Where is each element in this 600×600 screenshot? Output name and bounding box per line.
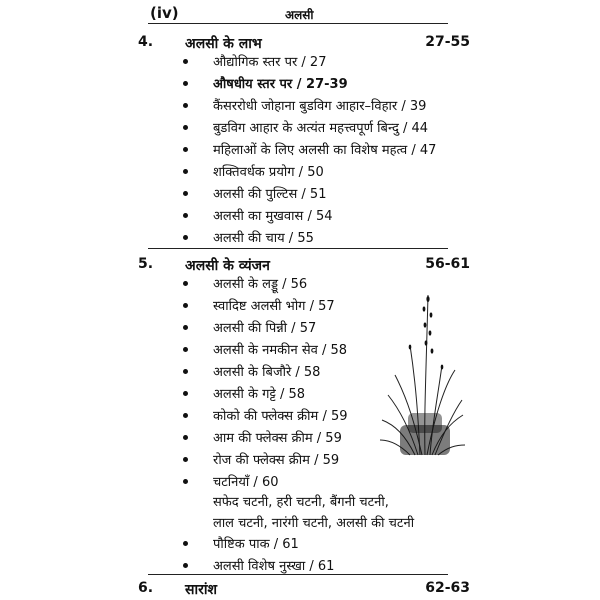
item-text: महिलाओं के लिए अलसी का विशेष महत्व / 47: [213, 143, 437, 158]
item-text: अलसी की पुल्टिस / 51: [213, 187, 327, 202]
bullet-icon: [183, 281, 188, 286]
list-item: [0, 450, 600, 470]
bullet-icon: [183, 213, 188, 218]
section-5: [0, 256, 600, 276]
section-divider: [148, 248, 448, 249]
bullet-icon: [183, 479, 188, 484]
section-page-range: 62-63: [425, 580, 470, 596]
bullet-icon: [183, 369, 188, 374]
list-item: [0, 140, 600, 160]
item-text: आम की फ्लेक्स क्रीम / 59: [213, 431, 342, 446]
bullet-icon: [183, 147, 188, 152]
list-item: [0, 406, 600, 426]
bullet-icon: [183, 81, 188, 86]
bullet-icon: [183, 541, 188, 546]
section-number: 5.: [138, 256, 154, 272]
list-item: [0, 118, 600, 138]
list-item: [0, 428, 600, 448]
list-item: [0, 340, 600, 360]
item-text: पौष्टिक पाक / 61: [213, 537, 299, 552]
bullet-icon: [183, 347, 188, 352]
section-page-range: 56-61: [425, 256, 470, 272]
list-item: [0, 162, 600, 182]
item-text: कोको की फ्लेक्स क्रीम / 59: [213, 409, 348, 424]
bullet-icon: [183, 191, 188, 196]
list-item: [0, 206, 600, 226]
chutney-list-line: लाल चटनी, नारंगी चटनी, अलसी की चटनी: [213, 516, 415, 531]
list-item: [0, 74, 600, 94]
section-title: सारांश: [185, 582, 217, 598]
page-number: (iv): [150, 4, 179, 22]
item-text: अलसी के लड्डू / 56: [213, 277, 308, 292]
item-text: रोज की फ्लेक्स क्रीम / 59: [213, 453, 340, 468]
list-item: [0, 96, 600, 116]
section-number: 4.: [138, 34, 154, 50]
item-text: अलसी के नमकीन सेव / 58: [213, 343, 348, 358]
item-text: अलसी की चाय / 55: [213, 231, 314, 246]
bullet-icon: [183, 125, 188, 130]
bullet-icon: [183, 435, 188, 440]
item-text: कैंसररोधी जोहाना बुडविग आहार–विहार / 39: [213, 99, 427, 114]
running-title: अलसी: [285, 8, 314, 22]
list-item: [0, 556, 600, 576]
list-item: [0, 318, 600, 338]
list-item: [0, 362, 600, 382]
list-item: [0, 384, 600, 404]
bullet-icon: [183, 563, 188, 568]
item-text: स्वादिष्ट अलसी भोग / 57: [213, 299, 335, 314]
item-text: चटनियाँ / 60: [213, 475, 279, 490]
section-number: 6.: [138, 580, 154, 596]
bullet-icon: [183, 457, 188, 462]
bullet-icon: [183, 235, 188, 240]
item-text: बुडविग आहार के अत्यंत महत्त्वपूर्ण बिन्दु / 44: [213, 121, 429, 136]
bullet-icon: [183, 325, 188, 330]
chutney-list-line: सफेद चटनी, हरी चटनी, बैंगनी चटनी,: [213, 495, 389, 510]
section-page-range: 27-55: [425, 34, 470, 50]
list-item: [0, 184, 600, 204]
bullet-icon: [183, 169, 188, 174]
item-text: औषधीय स्तर पर / 27-39: [213, 77, 348, 92]
list-item: [0, 228, 600, 248]
section-title: अलसी के व्यंजन: [185, 258, 270, 274]
bullet-icon: [183, 303, 188, 308]
header-divider: [148, 23, 448, 24]
page-header: [0, 4, 600, 24]
item-text: शक्तिवर्धक प्रयोग / 50: [213, 165, 324, 180]
section-4: [0, 34, 600, 54]
bullet-icon: [183, 391, 188, 396]
list-item: [0, 472, 600, 492]
bullet-icon: [183, 59, 188, 64]
section-divider: [148, 574, 448, 575]
item-text: अलसी की पिन्नी / 57: [213, 321, 317, 336]
list-item: [0, 52, 600, 72]
item-text: अलसी के बिजौरे / 58: [213, 365, 321, 380]
flax-plant-icon: [380, 285, 465, 460]
item-text: अलसी के गट्टे / 58: [213, 387, 306, 402]
item-text: औद्योगिक स्तर पर / 27: [213, 55, 327, 70]
list-item: [0, 534, 600, 554]
section-title: अलसी के लाभ: [185, 36, 262, 52]
list-item: [0, 274, 600, 294]
item-text: अलसी विशेष नुस्खा / 61: [213, 559, 335, 574]
bullet-icon: [183, 103, 188, 108]
bullet-icon: [183, 413, 188, 418]
list-item: [0, 296, 600, 316]
section-6: [0, 580, 600, 600]
item-text: अलसी का मुखवास / 54: [213, 209, 333, 224]
